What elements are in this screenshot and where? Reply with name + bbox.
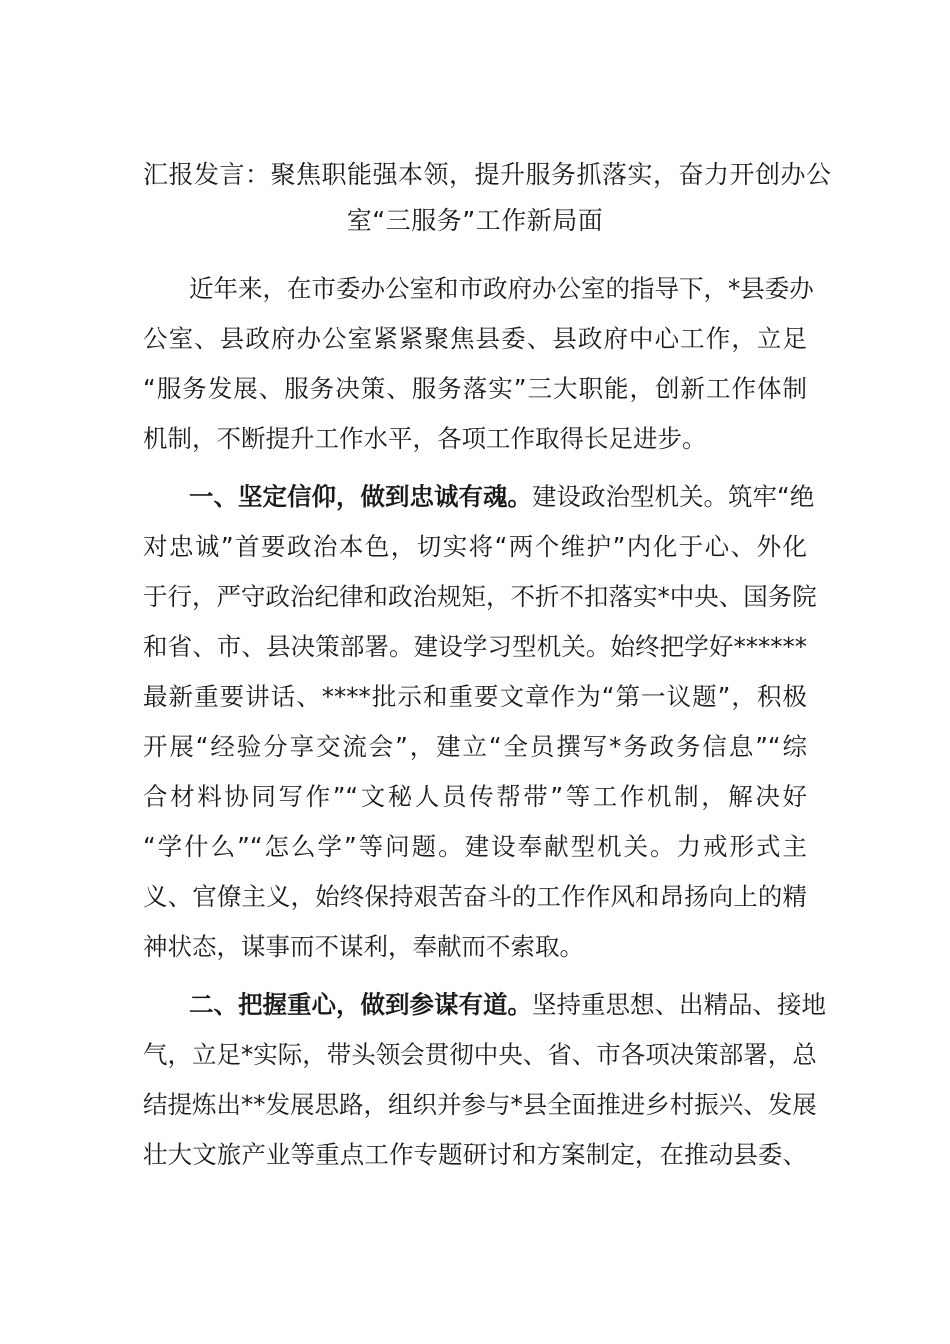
intro-line: 机制，不断提升工作水平，各项工作取得长足进步。 [143,424,707,453]
section-1-line: 于行，严守政治纪律和政治规矩，不折不扣落实*中央、国务院 [143,582,817,611]
intro-paragraph [143,264,814,464]
section-2-first-rest: 坚持重思想、出精品、接地 [532,990,826,1019]
section-1-line: 最新重要讲话、****批示和重要文章作为“第一议题”，积极 [143,682,807,711]
section-1-line: 义、官僚主义，始终保持艰苦奋斗的工作作风和昂扬向上的精 [143,882,807,911]
intro-line: 近年来，在市委办公室和市政府办公室的指导下，*县委办 [189,274,814,303]
section-2-heading: 二、把握重心，做到参谋有道。 [189,990,532,1019]
section-2-first-line [143,980,826,1030]
section-2-line: 气，立足*实际，带头领会贯彻中央、省、市各项决策部署，总 [143,1040,817,1069]
document-page [143,152,832,1188]
section-1-heading: 一、坚定信仰，做到忠诚有魂。 [189,482,532,511]
section-1-line: 开展“经验分享交流会”，建立“全员撰写*务政务信息”“综 [143,732,807,761]
title-line-2: 室“三服务”工作新局面 [346,206,604,235]
title-line-1: 汇报发言：聚焦职能强本领，提升服务抓落实，奋力开创办公 [143,160,832,189]
section-1-line: “学什么”“怎么学”等问题。建设奉献型机关。力戒形式主 [143,832,807,861]
section-2-paragraph [143,980,826,1180]
intro-line: 公室、县政府办公室紧紧聚焦县委、县政府中心工作，立足 [143,324,807,353]
section-1-paragraph [143,472,817,972]
section-1-line: 神状态，谋事而不谋利，奉献而不索取。 [143,932,584,961]
section-1-first-line [143,472,815,522]
section-2-line: 结提炼出**发展思路，组织并参与*县全面推进乡村振兴、发展 [143,1090,817,1119]
section-1-line: 合材料协同写作”“文秘人员传帮带”等工作机制，解决好 [143,782,807,811]
document-title [143,152,832,244]
section-1-line: 和省、市、县决策部署。建设学习型机关。始终把学好****** [143,632,807,661]
section-1-first-rest: 建设政治型机关。筑牢“绝 [532,482,815,511]
section-1-line: 对忠诚”首要政治本色，切实将“两个维护”内化于心、外化 [143,532,807,561]
section-2-line: 壮大文旅产业等重点工作专题研讨和方案制定，在推动县委、 [143,1140,807,1169]
intro-line: “服务发展、服务决策、服务落实”三大职能，创新工作体制 [143,374,807,403]
